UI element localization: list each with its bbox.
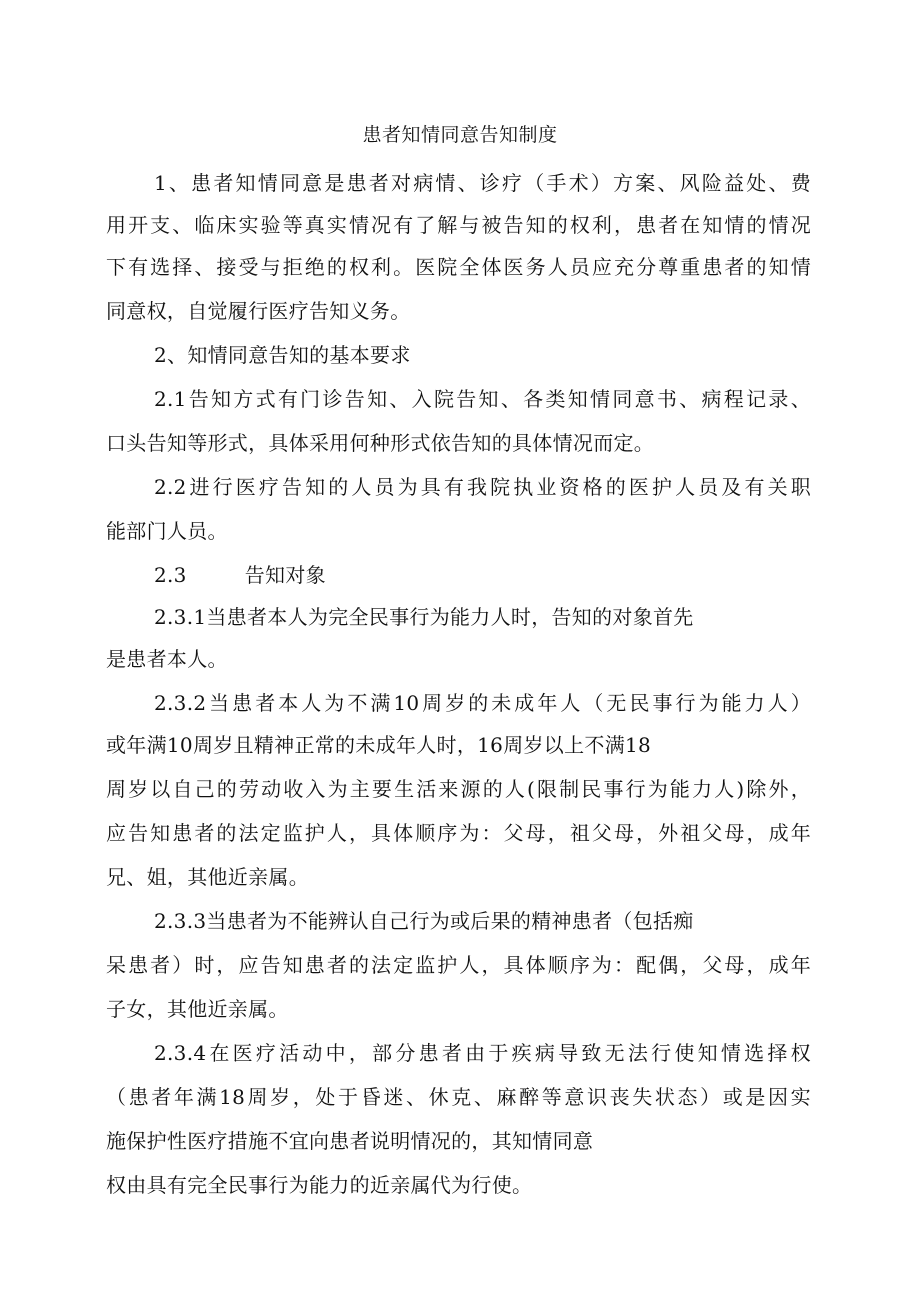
paragraph-line: 能部门人员。 [106,519,228,543]
paragraph-line: 口头告知等形式，具体采用何种形式依告知的具体情况而定。 [106,431,655,455]
paragraph-line: 兄、姐，其他近亲属。 [106,865,309,889]
paragraph-line: 或年满10周岁且精神正常的未成年人时，16周岁以上不满18 [106,733,652,757]
paragraph-line: 2.3.3当患者为不能辨认自己行为或后果的精神患者（包括痴 [154,909,694,933]
paragraph-line: 应告知患者的法定监护人，具体顺序为：父母，祖父母，外祖父母，成年 [106,821,811,845]
paragraph-line: 2.1告知方式有门诊告知、入院告知、各类知情同意书、病程记录、 [154,387,811,411]
paragraph-line: 权由具有完全民事行为能力的近亲属代为行使。 [106,1173,533,1197]
paragraph-line: 呆患者）时，应告知患者的法定监护人，具体顺序为：配偶，父母，成年 [106,953,811,977]
paragraph-line: 用开支、临床实验等真实情况有了解与被告知的权利，患者在知情的情况 [106,213,811,237]
section-heading: 2、知情同意告知的基本要求 [154,343,411,367]
section-heading-text: 告知对象 [244,563,326,587]
paragraph-line: 2.2进行医疗告知的人员为具有我院执业资格的医护人员及有关职 [154,475,811,499]
paragraph-line: 周岁以自己的劳动收入为主要生活来源的人(限制民事行为能力人)除外， [106,777,811,801]
paragraph-line: 下有选择、接受与拒绝的权利。医院全体医务人员应充分尊重患者的知情 [106,255,811,279]
paragraph-line: 2.3.1当患者本人为完全民事行为能力人时，告知的对象首先 [154,605,694,629]
paragraph-line: 施保护性医疗措施不宜向患者说明情况的，其知情同意 [106,1129,594,1153]
paragraph-line: 1、患者知情同意是患者对病情、诊疗（手术）方案、风险益处、费 [154,171,811,195]
document-title: 患者知情同意告知制度 [362,124,558,146]
paragraph-line: 子女，其他近亲属。 [106,997,289,1021]
section-number: 2.3 [154,563,187,587]
paragraph-line: 是患者本人。 [106,647,228,671]
paragraph-line: 同意权，自觉履行医疗告知义务。 [106,299,411,323]
paragraph-line: （患者年满18周岁，处于昏迷、休克、麻醉等意识丧失状态）或是因实 [106,1085,811,1109]
paragraph-line: 2.3.4在医疗活动中，部分患者由于疾病导致无法行使知情选择权 [154,1041,811,1065]
paragraph-line: 2.3.2当患者本人为不满10周岁的未成年人（无民事行为能力人） [154,691,811,715]
section-heading [154,560,811,590]
